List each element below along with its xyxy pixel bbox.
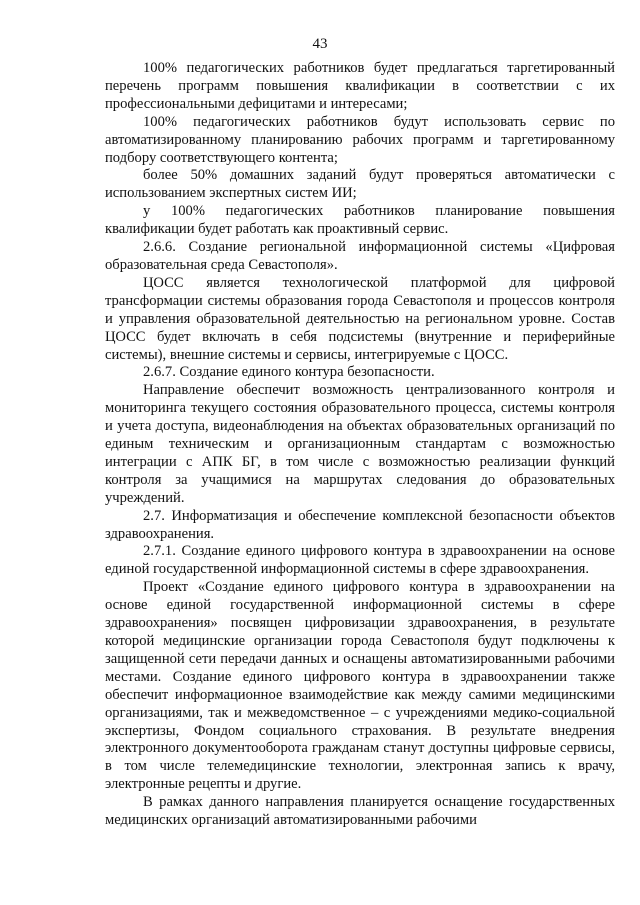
paragraph: Направление обеспечит возможность централизованного контроля и мониторинга текущего состояния образовательного процесса, системы контроля и учета доступа, видеонаблюдения на объектах образовательных организаций по единым техническим и организационным стандартам с возможностью интеграции с АПК БГ, в том числе с возможностью реализации функций контроля за учащимися на маршрутах следования до образовательных учреждений.	[105, 382, 615, 506]
paragraph: В рамках данного направления планируется оснащение государственных медицинских организаций автоматизированными рабочими	[105, 794, 615, 829]
paragraph: ЦОСС является технологической платформой для цифровой трансформации системы образования города Севастополя и процессов контроля и управления образовательной деятельностью на региональном уровне. Состав ЦОСС будет включать в себя подсистемы (внутренние и периферийные системы), внешние системы и сервисы, интегрируемые с ЦОСС.	[105, 274, 615, 363]
page-number: 43	[312, 36, 328, 52]
page-body	[105, 60, 615, 830]
section-heading: 2.6.7. Создание единого контура безопасности.	[143, 364, 435, 381]
paragraph: у 100% педагогических работников планирование повышения квалификации будет работать как проактивный сервис.	[105, 203, 615, 238]
paragraph: Проект «Создание единого цифрового контура в здравоохранении на основе единой государственной информационной системы в сфере здравоохранения» посвящен цифровизации здравоохранения, в результате которой медицинские организации города Севастополя будут подключены к защищенной сети передачи данных и оснащены автоматизированными рабочими местами. Создание единого цифрового контура в здравоохранении также обеспечит информационное взаимодействие как между самими медицинскими организациями, так и межведомственное – с учреждениями медико-социальной экспертизы, Фондом социального страхования. В результате внедрения электронного документооборота гражданам станут доступны цифровые сервисы, в том числе телемедицинские технологии, электронная запись к врачу, электронные рецепты и другие.	[105, 579, 615, 793]
paragraph: 100% педагогических работников будут использовать сервис по автоматизированному планированию рабочих программ и таргетированному подбору соответствующего контента;	[105, 113, 615, 166]
section-heading: 2.7.1. Создание единого цифрового контура в здравоохранении на основе единой государственной информационной системы в сфере здравоохранения.	[105, 543, 615, 578]
paragraph: 100% педагогических работников будет предлагаться таргетированный перечень программ повышения квалификации в соответствии с их профессиональными дефицитами и интересами;	[105, 60, 615, 112]
section-heading: 2.6.6. Создание региональной информационной системы «Цифровая образовательная среда Севастополя».	[105, 239, 615, 273]
section-heading: 2.7. Информатизация и обеспечение комплексной безопасности объектов здравоохранения.	[105, 507, 615, 542]
paragraph: более 50% домашних заданий будут проверяться автоматически с использованием экспертных систем ИИ;	[105, 167, 615, 202]
